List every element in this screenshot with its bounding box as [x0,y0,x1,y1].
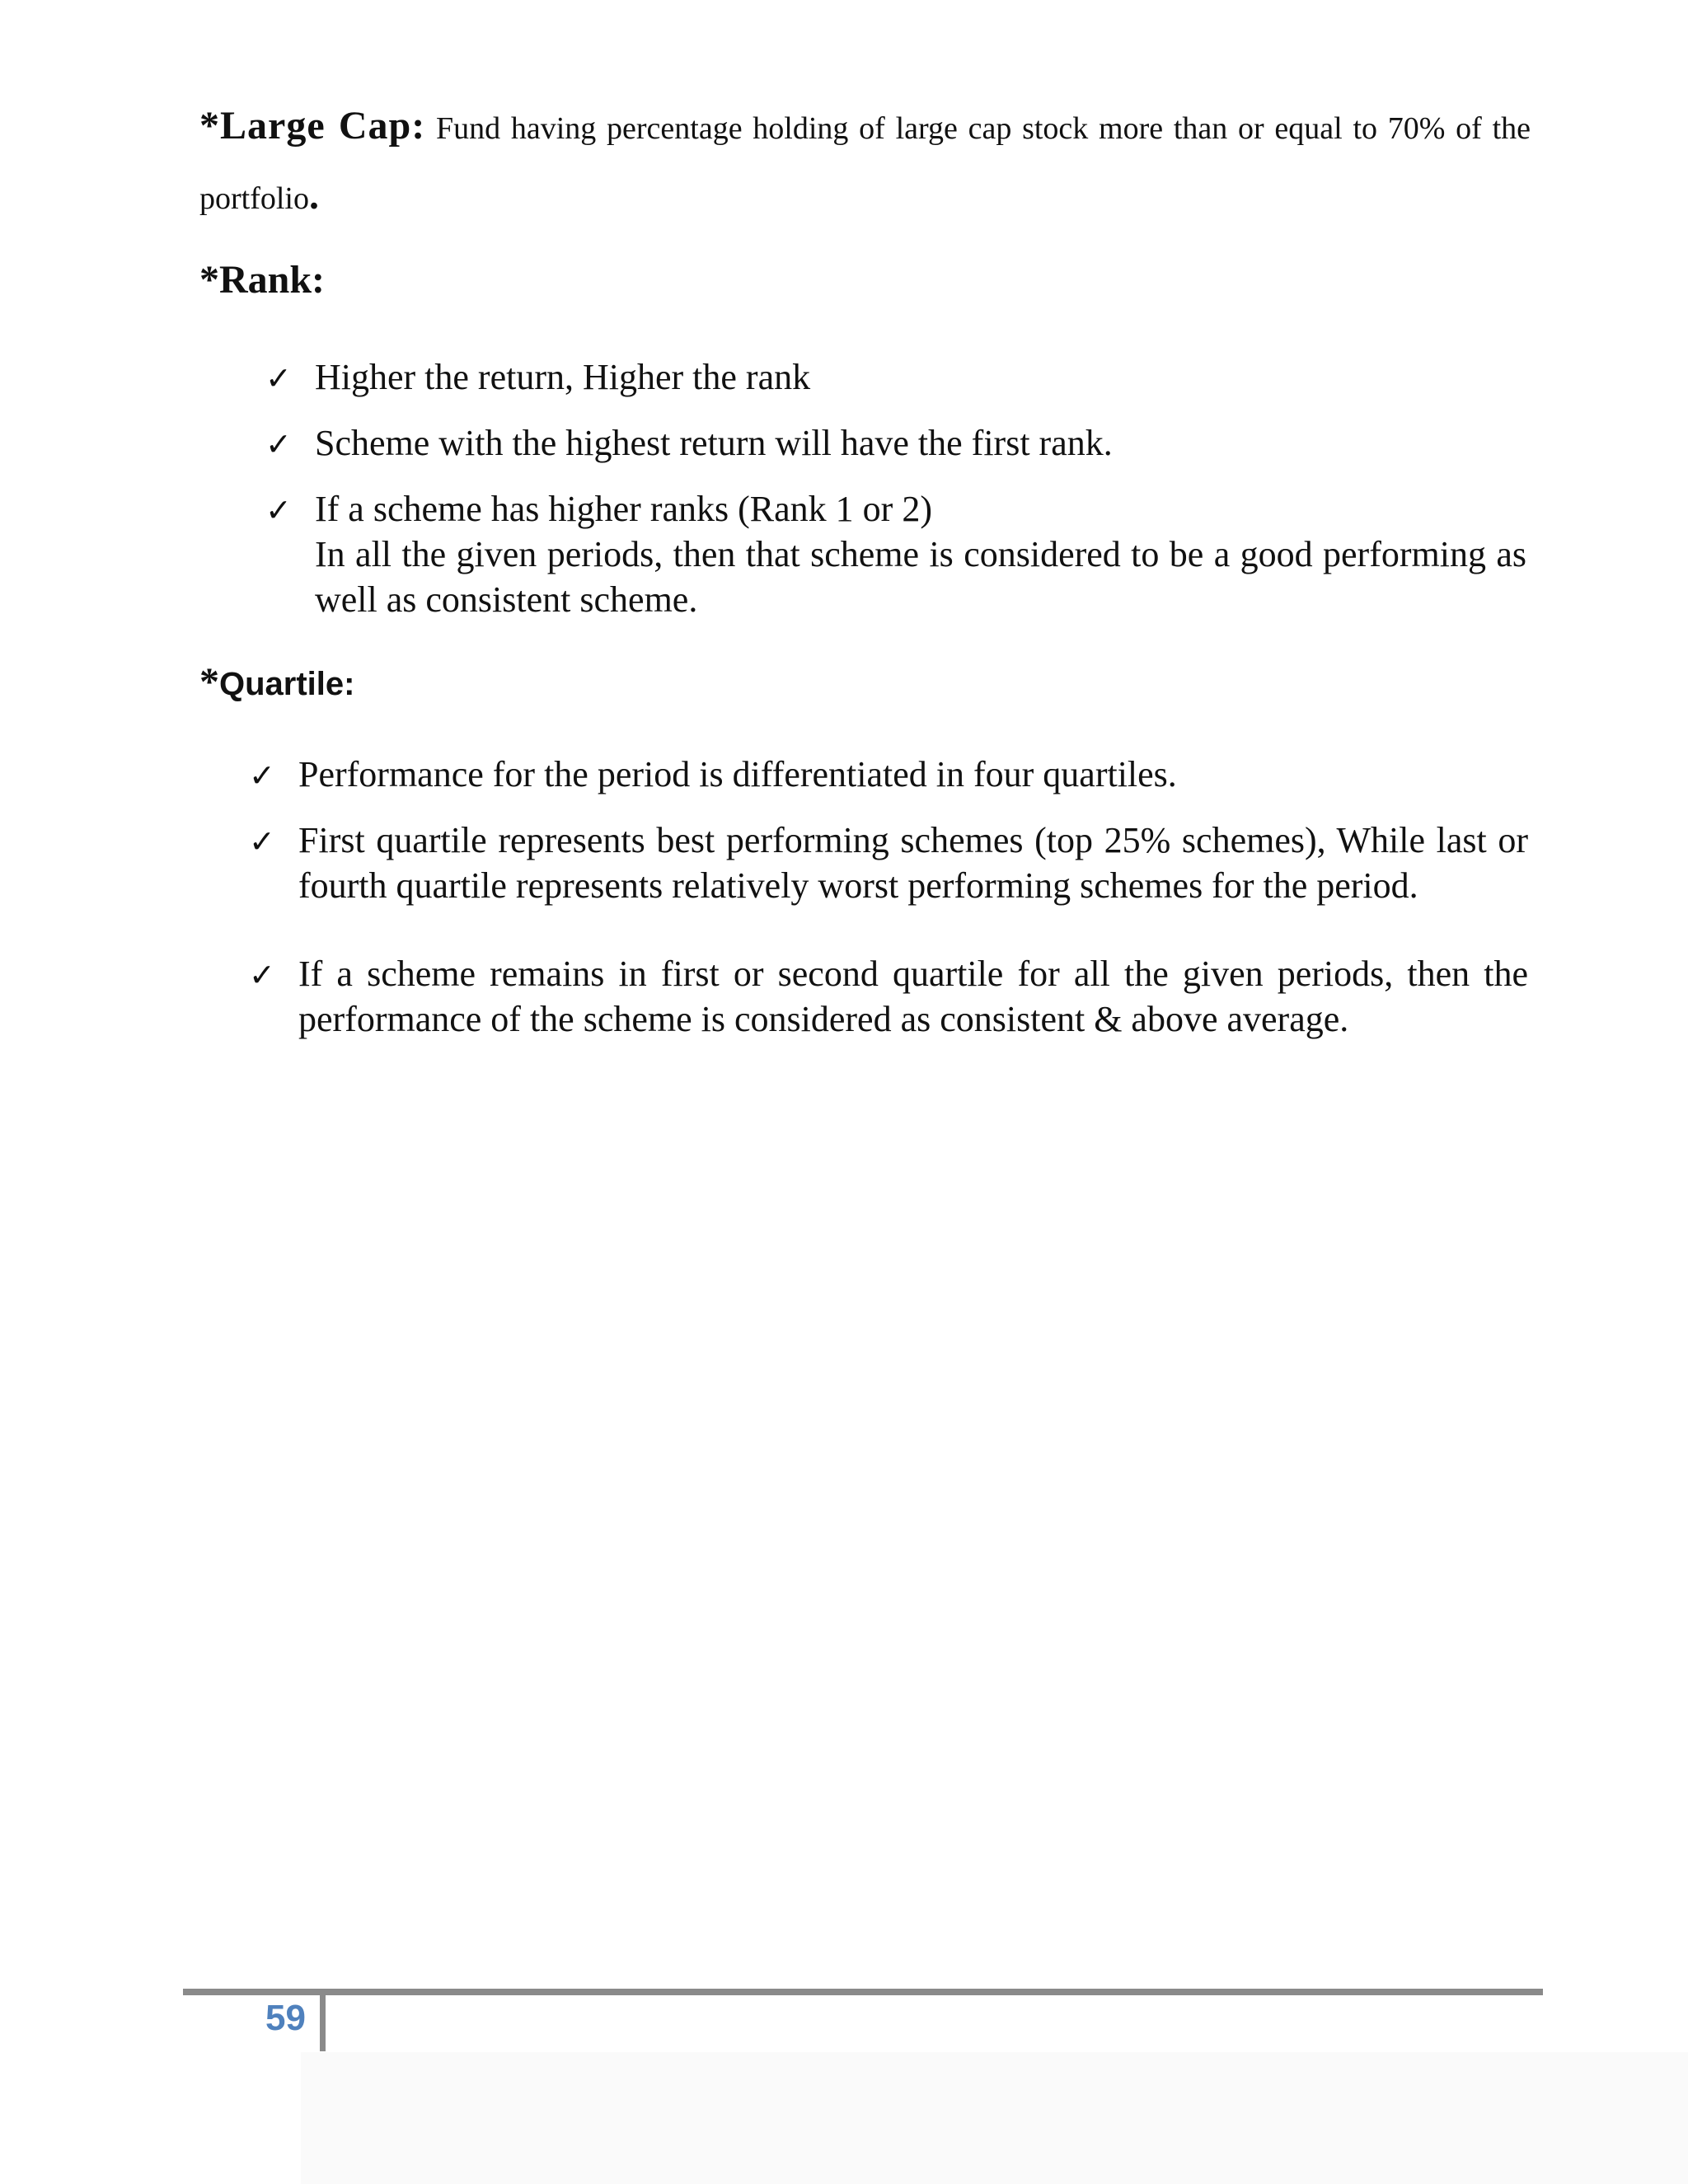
quartile-item-text: Performance for the period is differentiated in four quartiles. [298,754,1177,794]
list-item [249,818,1528,908]
footer-rule [183,1989,1543,1995]
large-cap-term: *Large Cap: [199,104,426,148]
footer-shade [301,2052,1688,2184]
rank-item-continuation: In all the given periods, then that scheme is considered to be a good performing as well as consistent scheme. [315,534,1526,620]
checkmark-icon: ✓ [265,426,292,462]
rank-item-text: Higher the return, Higher the rank [315,357,811,397]
quartile-heading-text: Quartile: [219,666,355,702]
checkmark-icon: ✓ [249,757,275,794]
list-item [265,354,1526,400]
list-item [265,420,1526,466]
rank-item-text: Scheme with the highest return will have the first rank. [315,423,1113,463]
quartile-heading-star: * [199,660,219,704]
quartile-item-text: First quartile represents best performing schemes (top 25% schemes), While last or fourth quartile represents relatively worst performing schemes for the period. [298,820,1528,906]
large-cap-definition [199,92,1531,232]
checkmark-icon: ✓ [249,823,275,860]
list-item [249,752,1528,797]
list-item [265,486,1526,622]
large-cap-end: . [308,174,319,218]
list-item [249,951,1528,1042]
checkmark-icon: ✓ [265,492,292,528]
rank-item-text: If a scheme has higher ranks (Rank 1 or 2) [315,489,932,529]
quartile-item-text: If a scheme remains in first or second quartile for all the given periods, then the performance of the scheme is considered as consistent & above average. [298,954,1528,1039]
page-number: 59 [265,1998,306,2038]
footer-divider [320,1995,326,2051]
quartile-heading [199,659,354,705]
rank-heading: *Rank: [199,258,326,302]
checkmark-icon: ✓ [249,957,275,993]
quartile-list [249,752,1528,1042]
checkmark-icon: ✓ [265,360,292,396]
large-cap-text: Fund having percentage holding of large cap stock more than or equal to 70% of the portfolio [199,111,1531,216]
rank-list [265,354,1526,622]
